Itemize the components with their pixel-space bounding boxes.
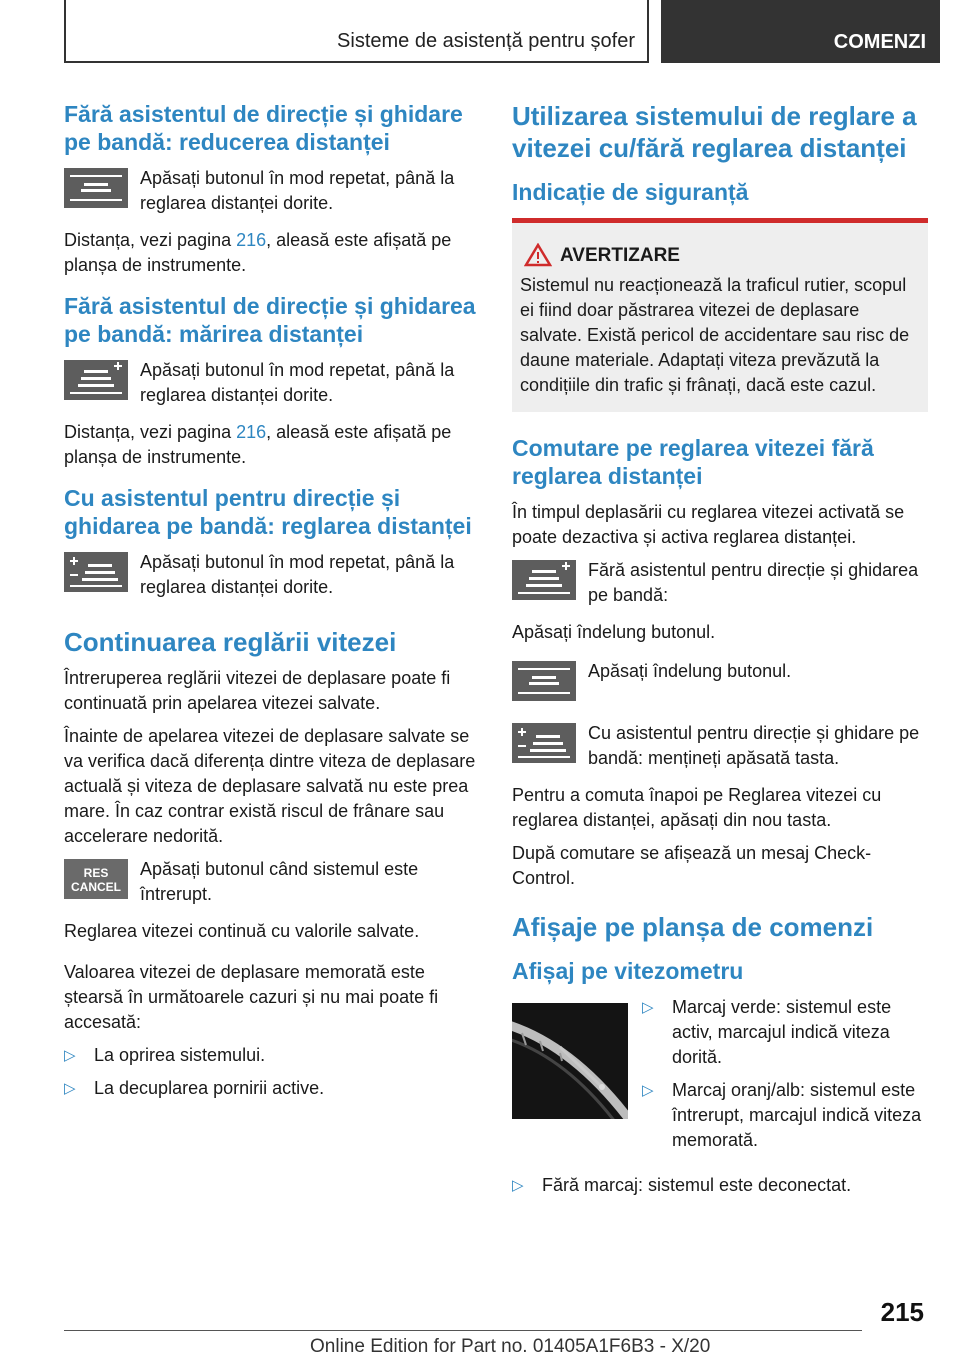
header-chapter-tab	[661, 0, 940, 63]
distance-note-2-post: , aleasă este afișată pe planșa de instrumente.	[64, 422, 452, 467]
reduce-button-text: Apăsați butonul în mod repetat, până la reglarea distanței dorite.	[140, 168, 455, 213]
list-item	[512, 1173, 928, 1198]
switch-button-2-text: Apăsați îndelung butonul.	[588, 661, 792, 681]
heading-reduce-distance: Fără asistentul de direcție și ghidare pe bandă: reducerea distanței	[64, 101, 463, 155]
heading-displays: Afișaje pe planșa de comenzi	[512, 912, 874, 942]
heading-speedometer: Afișaj pe vitezometru	[512, 958, 744, 984]
warning-triangle-icon	[524, 243, 552, 273]
heading-use-system: Utilizarea sistemului de reglare a vitezei cu/fără reglarea distanței	[512, 101, 917, 163]
right-column	[512, 100, 928, 1206]
warning-box	[512, 218, 928, 412]
with-assistant-button-text: Apăsați butonul în mod repetat, până la reglarea distanței dorite.	[140, 552, 455, 597]
distance-plus-minus-icon	[64, 552, 128, 592]
speedometer-image	[512, 1003, 628, 1119]
triangle-bullet-icon: ▷	[64, 1080, 76, 1097]
distance-note-2	[64, 420, 479, 470]
header-section-title: Sisteme de asistență pentru șofer	[337, 30, 635, 52]
list-item-text: La decuplarea pornirii active.	[94, 1078, 325, 1098]
list-item	[642, 995, 928, 1070]
distance-plus-minus-icon	[512, 723, 576, 763]
warning-title	[560, 245, 920, 267]
switch-button-row-3	[512, 721, 928, 773]
header-chapter-label: COMENZI	[833, 31, 926, 53]
deleted-cases-list	[64, 1043, 479, 1101]
distance-note-1-post: , aleasă este afișată pe planșa de instrumente.	[64, 230, 452, 275]
res-label: RES	[83, 866, 109, 880]
res-button-text: Apăsați butonul când sistemul este întrerupt.	[140, 859, 419, 904]
triangle-bullet-icon: ▷	[64, 1047, 76, 1064]
triangle-bullet-icon: ▷	[642, 1082, 654, 1099]
continue-paragraph-2: Înainte de apelarea vitezei de deplasare salvate se va verifica dacă diferența dintre viteza de deplasare actuală și viteza de deplasare salvată nu este prea mare. În caz contrar există riscul de frânare sau accelerare nedorită.	[64, 726, 476, 846]
switch-button-1-text: Fără asistentul pentru direcție și ghidarea pe bandă:	[588, 560, 919, 605]
switch-button-row-1	[512, 558, 928, 610]
increase-button-text: Apăsați butonul în mod repetat, până la reglarea distanței dorite.	[140, 360, 455, 405]
list-item-text: Marcaj oranj/alb: sistemul este întrerupt, marcajul indică viteza memorată.	[672, 1080, 922, 1150]
distance-increase-icon	[512, 560, 576, 600]
heading-safety: Indicație de siguranță	[512, 179, 749, 205]
speedometer-section	[512, 995, 928, 1169]
continue-paragraph-3: Reglarea vitezei continuă cu valorile salvate.	[64, 921, 420, 941]
increase-button-row	[64, 358, 479, 410]
heading-switch: Comutare pe reglarea vitezei fără reglarea distanței	[512, 435, 874, 489]
distance-note-1-pre: Distanța, vezi pagina	[64, 230, 237, 250]
list-item-text: Marcaj verde: sistemul este activ, marcajul indică viteza dorită.	[672, 997, 892, 1067]
list-item-text: Fără marcaj: sistemul este deconectat.	[542, 1175, 852, 1195]
page-link-216[interactable]: 216	[236, 230, 267, 250]
distance-reduce-icon	[64, 168, 128, 208]
distance-increase-icon	[64, 360, 128, 400]
warning-title-text: AVERTIZARE	[560, 245, 680, 266]
list-item	[64, 1043, 479, 1068]
distance-reduce-icon	[512, 661, 576, 701]
triangle-bullet-icon: ▷	[642, 999, 654, 1016]
heading-continue-speed: Continuarea reglării vitezei	[64, 627, 397, 657]
left-column	[64, 100, 479, 1109]
heading-with-assistant: Cu asistentul pentru direcție și ghidarea pe bandă: reglarea distanței	[64, 485, 472, 539]
after-switch-paragraph: După comutare se afișează un mesaj Check-Control.	[512, 843, 872, 888]
with-assistant-button-row	[64, 550, 479, 602]
warning-text: Sistemul nu reacționează la traficul rutier, scopul ei fiind doar păstrarea vitezei de deplasare salvate. Există pericol de accidentare sau risc de daune materiale. Adaptați viteza prevăzută la condițiile din trafic și frânați, dacă este cazul.	[520, 275, 910, 395]
list-item	[642, 1078, 928, 1153]
footer-divider	[64, 1330, 862, 1331]
heading-increase-distance: Fără asistentul de direcție și ghidarea pe bandă: mărirea distanței	[64, 293, 476, 347]
distance-note-1	[64, 228, 479, 278]
deleted-paragraph: Valoarea vitezei de deplasare memorată este ștearsă în următoarele cazuri și nu mai poate fi accesată:	[64, 962, 439, 1032]
speedometer-list	[642, 995, 928, 1161]
edition-footer: Online Edition for Part no. 01405A1F6B3 - X/20	[310, 1336, 711, 1357]
triangle-bullet-icon: ▷	[512, 1177, 524, 1194]
list-item-text: La oprirea sistemului.	[94, 1045, 266, 1065]
page-link-216-b[interactable]: 216	[236, 422, 267, 442]
continue-paragraph-1: Întreruperea reglării vitezei de deplasare poate fi continuată prin apelarea vitezei salvate.	[64, 668, 451, 713]
switch-button-row-2	[512, 659, 928, 711]
res-cancel-button-icon	[64, 859, 128, 899]
switch-back-paragraph: Pentru a comuta înapoi pe Reglarea vitezei cu reglarea distanței, apăsați din nou tasta.	[512, 785, 882, 830]
res-button-row	[64, 857, 479, 909]
cancel-label: CANCEL	[71, 880, 121, 894]
switch-paragraph: În timpul deplasării cu reglarea vitezei activată se poate dezactiva și activa reglarea distanței.	[512, 502, 905, 547]
page-number: 215	[880, 1297, 924, 1327]
disconnected-list	[512, 1173, 928, 1198]
reduce-button-row	[64, 166, 479, 218]
press-long-paragraph: Apăsați îndelung butonul.	[512, 622, 716, 642]
distance-note-2-pre: Distanța, vezi pagina	[64, 422, 237, 442]
switch-button-3-text: Cu asistentul pentru direcție și ghidare pe bandă: mențineți apăsată tasta.	[588, 723, 920, 768]
list-item	[64, 1076, 479, 1101]
